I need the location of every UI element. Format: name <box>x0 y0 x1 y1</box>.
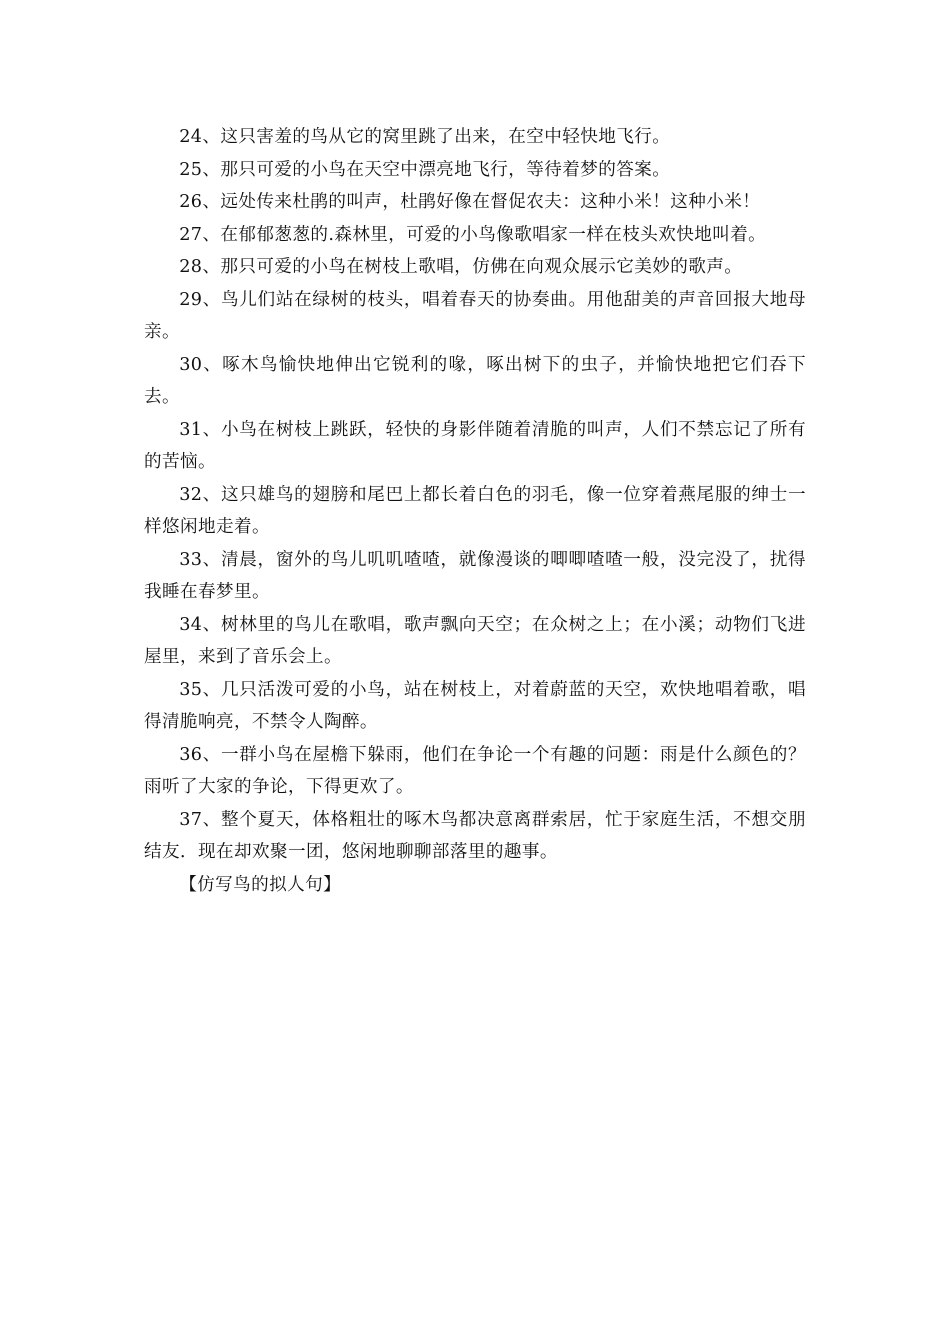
paragraph-29: 29、鸟儿们站在绿树的枝头，唱着春天的协奏曲。用他甜美的声音回报大地母亲。 <box>144 289 806 342</box>
paragraph-35: 35、几只活泼可爱的小鸟，站在树枝上，对着蔚蓝的天空，欢快地唱着歌，唱得清脆响亮，不禁令人陶醉。 <box>144 679 806 732</box>
document-page <box>144 121 806 901</box>
paragraph-30: 30、啄木鸟愉快地伸出它锐利的喙，啄出树下的虫子，并愉快地把它们吞下去。 <box>144 354 806 407</box>
paragraph-24: 24、这只害羞的鸟从它的窝里跳了出来，在空中轻快地飞行。 <box>179 127 671 147</box>
paragraph-27: 27、在郁郁葱葱的.森林里，可爱的小鸟像歌唱家一样在枝头欢快地叫着。 <box>179 224 767 245</box>
paragraph-34: 34、树林里的鸟儿在歌唱，歌声飘向天空；在众树之上；在小溪；动物们飞进屋里，来到了音乐会上。 <box>144 614 806 667</box>
paragraph-33: 33、清晨，窗外的鸟儿叽叽喳喳，就像漫谈的唧唧喳喳一般，没完没了，扰得我睡在春梦里。 <box>144 549 806 602</box>
paragraph-25: 25、那只可爱的小鸟在天空中漂亮地飞行，等待着梦的答案。 <box>179 159 671 180</box>
paragraph-31: 31、小鸟在树枝上跳跃，轻快的身影伴随着清脆的叫声，人们不禁忘记了所有的苦恼。 <box>144 419 806 472</box>
paragraph-37: 37、整个夏天，体格粗壮的啄木鸟都决意离群索居，忙于家庭生活，不想交朋结友．现在却欢聚一团，悠闲地聊聊部落里的趣事。 <box>144 809 806 862</box>
paragraph-28: 28、那只可爱的小鸟在树枝上歌唱，仿佛在向观众展示它美妙的歌声。 <box>179 257 743 277</box>
paragraph-36: 36、一群小鸟在屋檐下躲雨，他们在争论一个有趣的问题：雨是什么颜色的？雨听了大家的争论，下得更欢了。 <box>144 744 806 797</box>
paragraph-26: 26、远处传来杜鹃的叫声，杜鹃好像在督促农夫：这种小米！这种小米！ <box>179 192 761 212</box>
paragraph-32: 32、这只雄鸟的翅膀和尾巴上都长着白色的羽毛，像一位穿着燕尾服的绅士一样悠闲地走着。 <box>144 484 806 537</box>
section-heading: 【仿写鸟的拟人句】 <box>179 874 342 895</box>
